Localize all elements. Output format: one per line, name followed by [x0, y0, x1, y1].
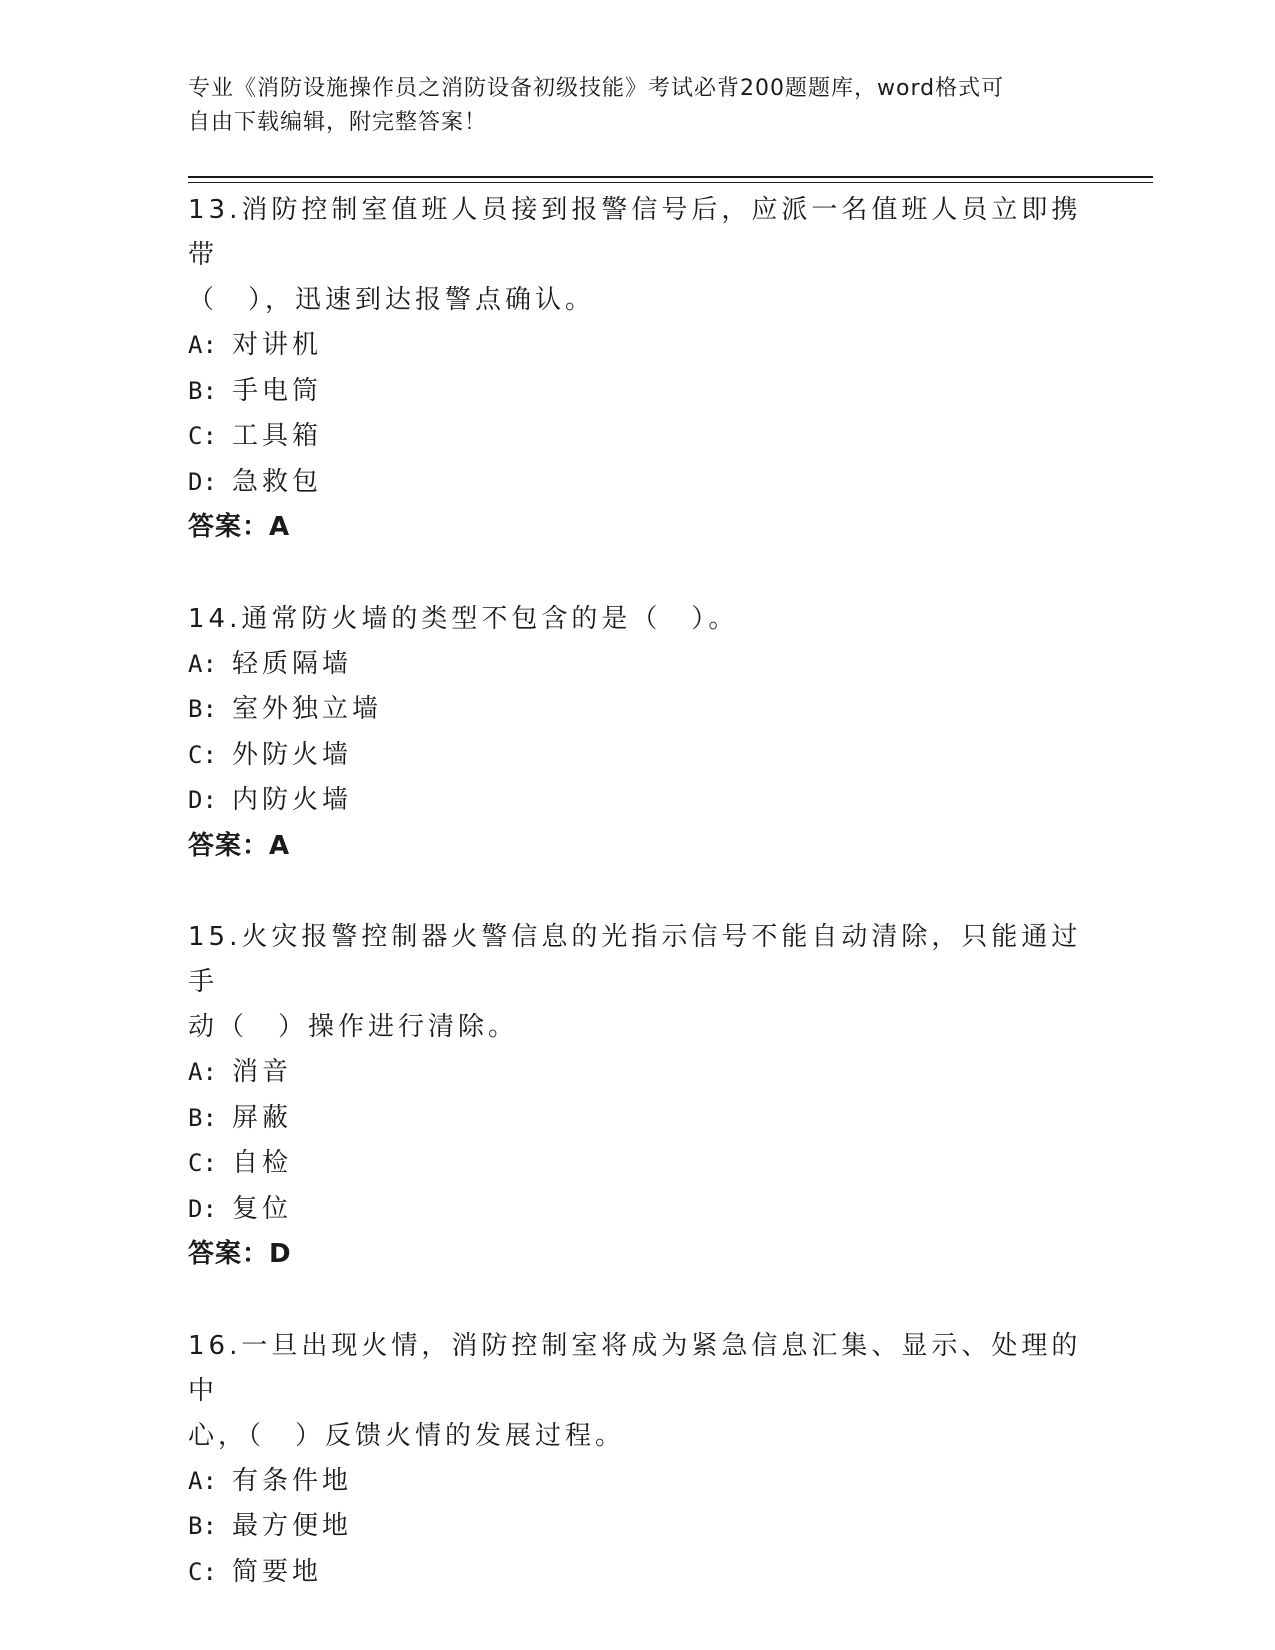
header-divider-thin: [188, 182, 1153, 183]
header-line-1: 专业《消防设施操作员之消防设备初级技能》考试必背200题题库，word格式可: [188, 76, 1005, 101]
question-stem-continuation: 动（ ）操作进行清除。: [188, 1012, 519, 1042]
question-14: [188, 597, 1088, 870]
answer-line: 答案：A: [188, 512, 291, 542]
question-stem-continuation: 心，（ ）反馈火情的发展过程。: [188, 1420, 626, 1451]
option-c: [188, 414, 1088, 460]
option-d: [188, 1187, 1088, 1233]
option-d: [188, 778, 1088, 824]
option-a: [188, 1459, 1088, 1505]
option-b: [188, 687, 1088, 733]
option-letter: A:: [188, 331, 217, 359]
option-a: [188, 1050, 1088, 1096]
option-text: 外防火墙: [232, 739, 353, 770]
option-text: 有条件地: [232, 1465, 353, 1496]
option-text: 自检: [232, 1148, 293, 1178]
option-a: [188, 323, 1088, 369]
answer-line: 答案：A: [188, 830, 291, 861]
answer-line: 答案：D: [188, 1239, 292, 1269]
option-text: 轻质隔墙: [232, 648, 353, 679]
option-letter: D:: [188, 1194, 217, 1223]
option-text: 屏蔽: [232, 1102, 293, 1133]
option-b: [188, 369, 1088, 415]
option-letter: C:: [188, 1149, 217, 1177]
option-letter: A:: [188, 1058, 217, 1086]
question-13: [188, 188, 1088, 551]
question-list: [188, 188, 1088, 1641]
option-letter: B:: [188, 1103, 217, 1132]
option-letter: C:: [188, 740, 217, 769]
option-letter: A:: [188, 1466, 217, 1495]
header-line-2: 自由下载编辑，附完整答案！: [188, 110, 488, 135]
option-text: 工具箱: [232, 421, 323, 451]
option-b: [188, 1504, 1088, 1550]
document-header: [188, 72, 1068, 140]
question-stem: 14.通常防火墙的类型不包含的是（ ）。: [188, 603, 739, 634]
option-c: [188, 1141, 1088, 1187]
option-b: [188, 1096, 1088, 1142]
option-c: [188, 733, 1088, 779]
question-15: [188, 915, 1088, 1278]
option-text: 内防火墙: [232, 785, 353, 815]
option-letter: C:: [188, 422, 217, 450]
option-letter: B:: [188, 376, 217, 405]
option-text: 手电筒: [232, 375, 323, 406]
option-text: 复位: [232, 1193, 293, 1224]
question-stem: 15.火灾报警控制器火警信息的光指示信号不能自动清除，只能通过手: [188, 922, 1082, 997]
option-letter: D:: [188, 786, 217, 814]
option-a: [188, 642, 1088, 688]
option-letter: C:: [188, 1557, 217, 1586]
option-text: 急救包: [232, 466, 323, 497]
option-c: [188, 1550, 1088, 1596]
option-letter: B:: [188, 1512, 217, 1540]
option-text: 对讲机: [232, 330, 323, 360]
option-text: 消音: [232, 1057, 293, 1087]
question-stem: 13.消防控制室值班人员接到报警信号后，应派一名值班人员立即携带: [188, 195, 1082, 270]
option-d: [188, 460, 1088, 506]
option-letter: D:: [188, 467, 217, 496]
option-letter: A:: [188, 649, 217, 678]
option-text: 简要地: [232, 1556, 323, 1587]
option-text: 室外独立墙: [232, 694, 383, 724]
question-16: [188, 1324, 1088, 1596]
question-stem: 16.一旦出现火情，消防控制室将成为紧急信息汇集、显示、处理的中: [188, 1330, 1082, 1406]
header-divider-thick: [188, 176, 1153, 178]
question-stem-continuation: （ ），迅速到达报警点确认。: [188, 285, 596, 315]
option-letter: B:: [188, 695, 217, 723]
option-text: 最方便地: [232, 1511, 353, 1541]
